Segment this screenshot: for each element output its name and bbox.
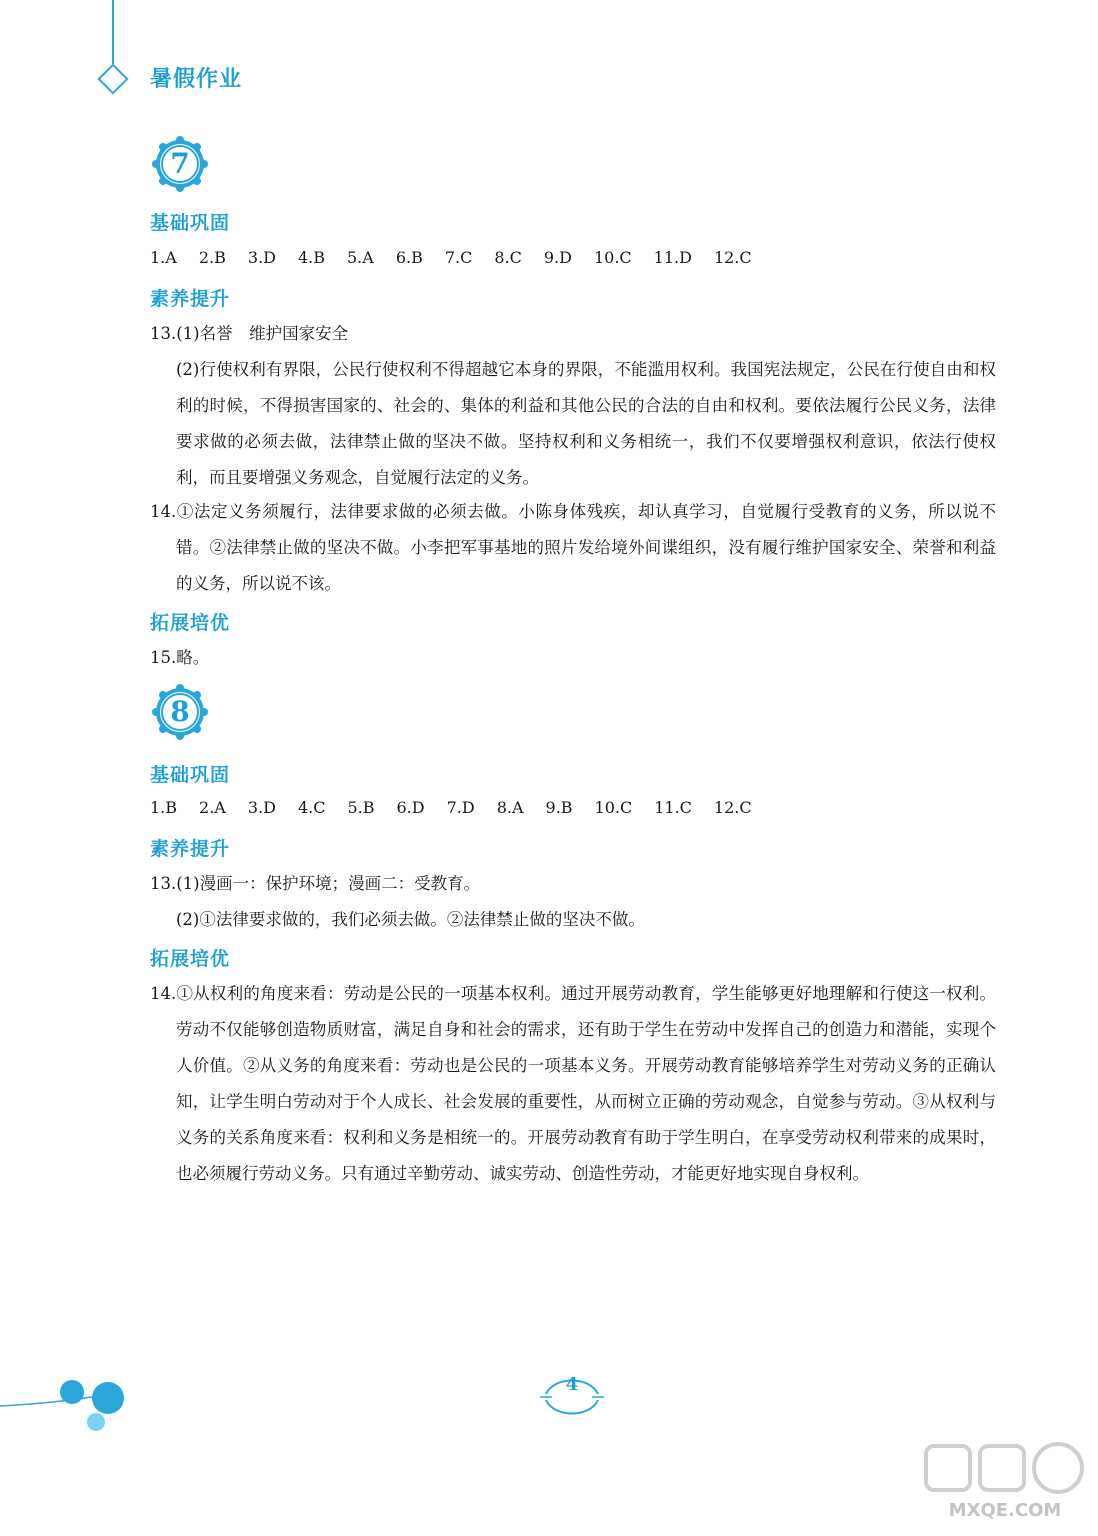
page-header-title: 暑假作业	[150, 67, 243, 92]
header-diamond-icon	[97, 63, 128, 94]
answer-item: 1.A	[150, 248, 177, 267]
answer-item: 4.C	[297, 798, 326, 817]
unit7-q15: 15.略。	[150, 648, 210, 667]
answer-item: 12.C	[713, 248, 752, 267]
unit8-q14: 14.①从权利的角度来看：劳动是公民的一项基本权利。通过开展劳动教育，学生能够更好地理解和行使这一权利。劳动不仅能够创造物质财富，满足自身和社会的需求，还有助于学生在劳动中发挥自己的创造力和潜能，实现个人价值。②从义务的角度来看：劳动也是公民的一项基本义务。开展劳动教育能够培养学生对劳动义务的正确认知，让学生明白劳动对于个人成长、社会发展的重要性，从而树立正确的劳动观念，自觉参与劳动。③从权利与义务的关系角度来看：权利和义务是相统一的。开展劳动教育有助于学生明白，在享受劳动权利带来的成果时，也必须履行劳动义务。只有通过辛勤劳动、诚实劳动、创造性劳动，才能更好地实现自身权利。	[150, 984, 996, 1183]
unit7-q13-part1: 13.(1)名誉 维护国家安全	[150, 324, 349, 343]
unit-7-number: 7	[170, 147, 190, 180]
unit7-answer-row	[150, 248, 774, 267]
unit8-q13-part2: (2)①法律要求做的，我们必须去做。②法律禁止做的坚决不做。	[176, 910, 645, 929]
answer-item: 12.C	[713, 798, 752, 817]
bubble-decoration-icon	[0, 1370, 140, 1440]
unit8-literacy-title: 素养提升	[150, 838, 231, 860]
unit8-extension-title: 拓展培优	[150, 948, 231, 970]
unit7-q13-part2: (2)行使权利有界限，公民行使权利不得超越它本身的界限，不能滥用权利。我国宪法规定，公民在行使自由和权利的时候，不得损害国家的、社会的、集体的利益和其他公民的合法的自由和权利。要依法履行公民义务，法律要求做的必须去做，法律禁止做的坚决不做。坚持权利和义务相统一，我们不仅要增强权利意识，依法行使权利，而且要增强义务观念，自觉履行法定的义务。	[176, 360, 996, 487]
answer-item: 1.B	[150, 798, 178, 817]
answer-item: 3.D	[247, 248, 276, 267]
answer-item: 11.D	[653, 248, 692, 267]
answer-item: 11.C	[654, 798, 692, 817]
header-line	[112, 0, 114, 64]
answer-item: 6.B	[395, 248, 423, 267]
answer-item: 7.D	[446, 798, 475, 817]
answer-item: 9.D	[543, 248, 572, 267]
watermark-logo	[920, 1440, 1090, 1530]
unit7-literacy-title: 素养提升	[150, 288, 231, 310]
unit8-q13-part1: 13.(1)漫画一：保护环境；漫画二：受教育。	[150, 874, 481, 893]
answer-item: 2.B	[198, 248, 226, 267]
unit7-q14: 14.①法定义务须履行，法律要求做的必须去做。小陈身体残疾，却认真学习，自觉履行受教育的义务，所以说不错。②法律禁止做的坚决不做。小李把军事基地的照片发给境外间谍组织，没有履行维护国家安全、荣誉和利益的义务，所以说不该。	[150, 502, 996, 593]
answer-item: 9.B	[545, 798, 573, 817]
answer-item: 8.C	[494, 248, 522, 267]
unit-8-number: 8	[170, 695, 190, 728]
unit8-basic-title: 基础巩固	[150, 764, 231, 786]
answer-item: 7.C	[444, 248, 473, 267]
unit-7-badge	[152, 136, 208, 192]
unit7-extension-title: 拓展培优	[150, 612, 231, 634]
answer-item: 5.B	[347, 798, 375, 817]
watermark-text: MXQE.COM	[948, 1500, 1062, 1521]
answer-item: 4.B	[297, 248, 325, 267]
answer-item: 5.A	[346, 248, 374, 267]
answer-item: 10.C	[593, 248, 632, 267]
answer-item: 10.C	[594, 798, 633, 817]
watermark-stamp-icon	[920, 1440, 1090, 1500]
unit7-basic-title: 基础巩固	[150, 212, 231, 234]
answer-item: 8.A	[496, 798, 524, 817]
answer-item: 3.D	[247, 798, 276, 817]
answer-item: 6.D	[396, 798, 425, 817]
page-number: 4	[565, 1374, 579, 1395]
unit-8-badge	[152, 684, 208, 740]
unit8-answer-row	[150, 798, 774, 817]
answer-item: 2.A	[199, 798, 226, 817]
page-number-badge	[540, 1372, 604, 1422]
